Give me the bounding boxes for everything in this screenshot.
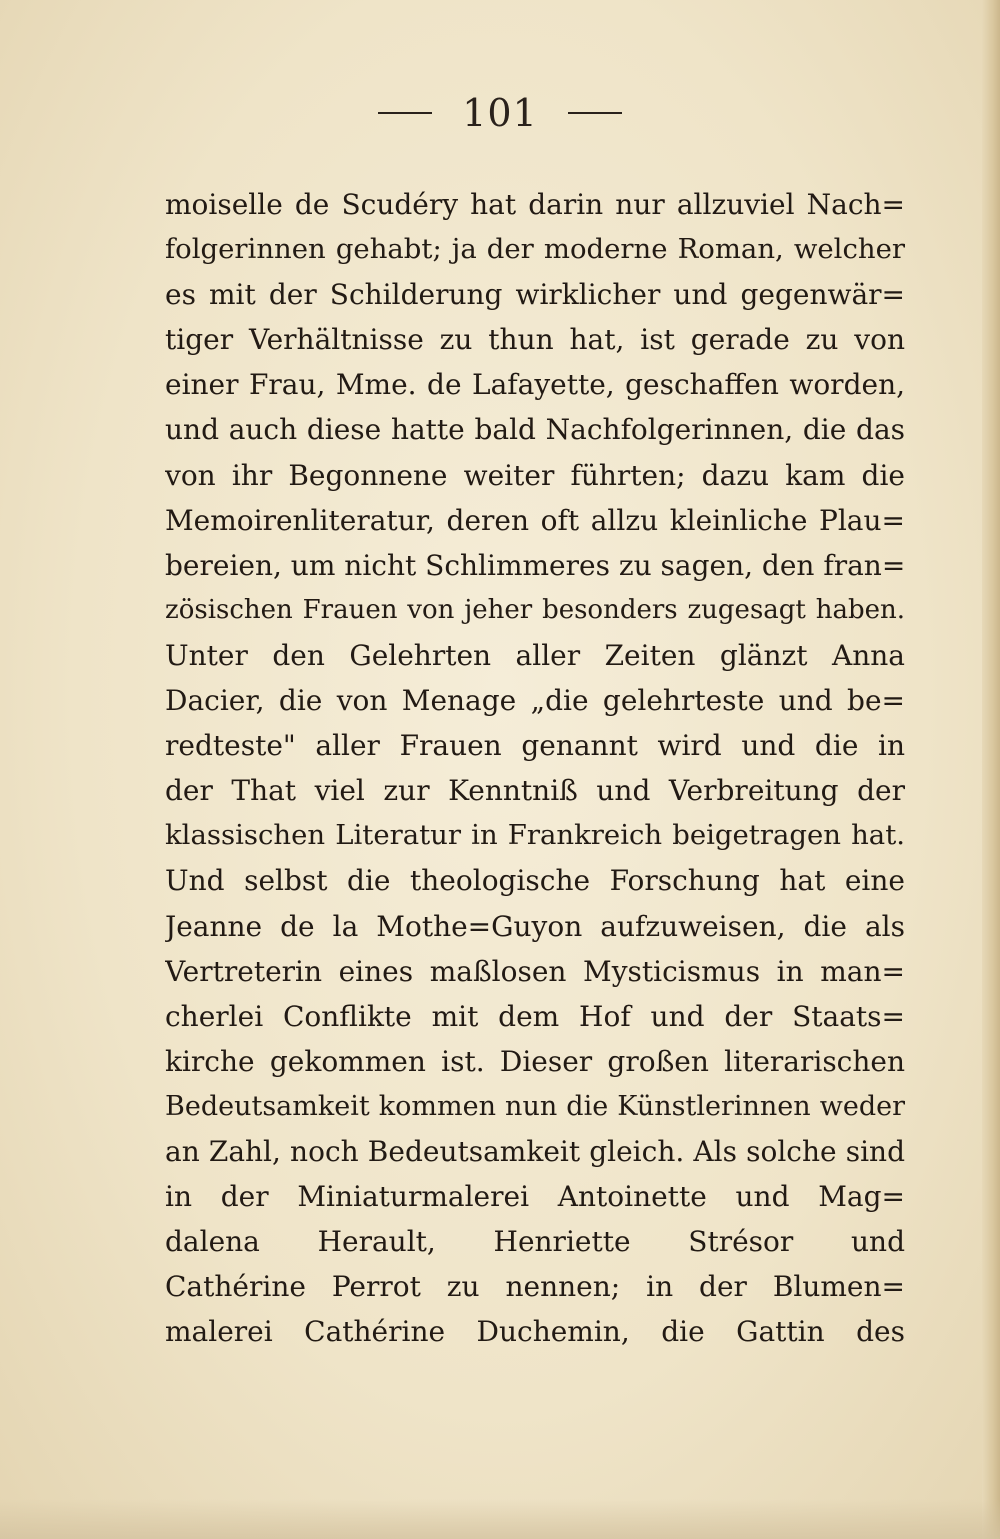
text-line: zösischen Frauen von jeher besonders zugesagt haben.: [165, 594, 905, 625]
header-dash-left: [378, 112, 432, 114]
text-line: der That viel zur Kenntniß und Verbreitung der: [165, 774, 905, 808]
text-line: redteste" aller Frauen genannt wird und die in: [165, 729, 905, 763]
text-line: malerei Cathérine Duchemin, die Gattin des: [165, 1315, 905, 1349]
text-line: tiger Verhältnisse zu thun hat, ist gerade zu von: [165, 323, 905, 357]
text-line: einer Frau, Mme. de Lafayette, geschaffen worden,: [165, 368, 905, 402]
text-line: Vertreterin eines maßlosen Mysticismus in man=: [165, 954, 905, 988]
text-line: bereien, um nicht Schlimmeres zu sagen, den fran=: [165, 548, 905, 582]
text-line: kirche gekommen ist. Dieser großen literarischen: [165, 1044, 905, 1078]
text-line: es mit der Schilderung wirklicher und gegenwär=: [165, 278, 905, 312]
text-line: und auch diese hatte bald Nachfolgerinnen, die das: [165, 413, 905, 447]
text-line: dalena Herault, Henriette Strésor und: [165, 1225, 905, 1259]
text-line: Bedeutsamkeit kommen nun die Künstlerinnen weder: [165, 1090, 905, 1122]
text-line: an Zahl, noch Bedeutsamkeit gleich. Als solche sind: [165, 1134, 905, 1168]
text-line: moiselle de Scudéry hat darin nur allzuviel Nach=: [165, 188, 905, 221]
page-edge-bottom: [0, 1499, 1000, 1539]
body-text: [165, 182, 905, 1354]
text-line: Memoirenliteratur, deren oft allzu kleinliche Plau=: [165, 503, 905, 537]
text-line: Cathérine Perrot zu nennen; in der Blumen=: [165, 1270, 905, 1304]
text-line: Dacier, die von Menage „die gelehrteste und be=: [165, 684, 905, 718]
text-line: in der Miniaturmalerei Antoinette und Mag=: [165, 1180, 905, 1214]
header-dash-right: [568, 112, 622, 114]
page-number: 101: [462, 91, 538, 135]
page-edge-right: [982, 0, 1000, 1539]
text-line: Und selbst die theologische Forschung hat eine: [165, 864, 905, 898]
text-line: Unter den Gelehrten aller Zeiten glänzt Anna: [165, 638, 905, 672]
text-line: von ihr Begonnene weiter führten; dazu kam die: [165, 458, 905, 492]
text-line: klassischen Literatur in Frankreich beigetragen hat.: [165, 819, 905, 852]
page-header: [0, 88, 1000, 138]
text-line: Jeanne de la Mothe=Guyon aufzuweisen, die als: [165, 909, 905, 943]
text-line: folgerinnen gehabt; ja der moderne Roman, welcher: [165, 233, 905, 266]
text-line: cherlei Conflikte mit dem Hof und der Staats=: [165, 999, 905, 1033]
